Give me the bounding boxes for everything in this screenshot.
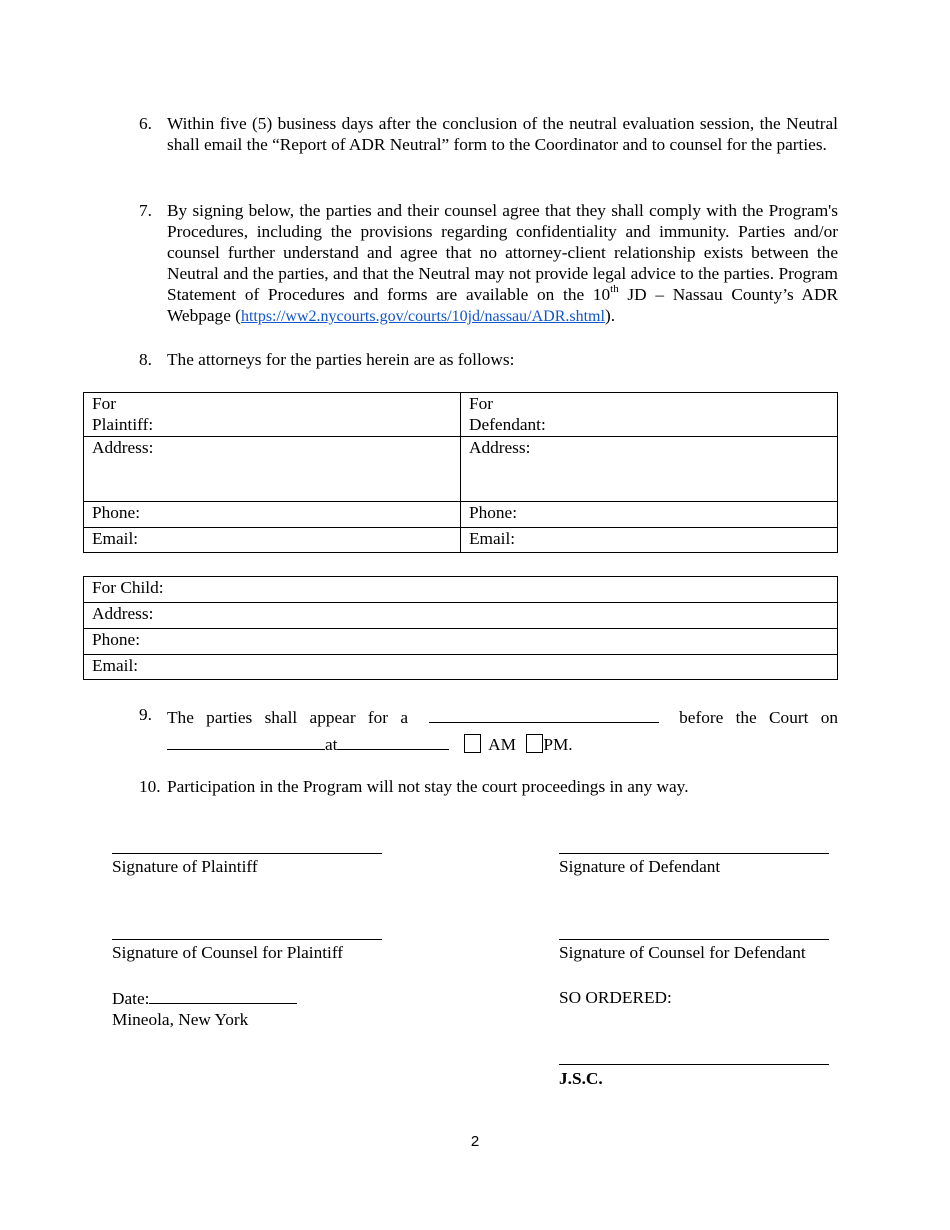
paragraph-number: 8.: [139, 350, 152, 369]
page-number: 2: [470, 1133, 480, 1150]
paragraph-9: [139, 704, 838, 755]
cell-label: For: [92, 394, 117, 413]
am-label: AM: [488, 735, 516, 754]
cell-label: Phone:: [92, 630, 141, 649]
text-segment: By signing below, the parties and their counsel agree that they shall comply with the Program's Procedures, including the provisions regarding confidentiality and immunity. Parties and/or counsel further understand and agree that no attorney-client relationship exists between the Neutral and the parties, and that the Neutral may not provide legal advice to the parties. Program Statement of Procedures and forms are available on the 10: [167, 201, 838, 304]
defendant-signature-line[interactable]: [559, 853, 829, 854]
cell-label: Phone:: [92, 503, 141, 522]
date-field: [112, 987, 297, 1009]
text-segment: JD – Nassau County’s ADR Webpage (: [167, 285, 838, 325]
cell-label: For: [469, 394, 494, 413]
text-segment: at: [325, 735, 338, 754]
defendant-email-cell[interactable]: [461, 528, 838, 553]
counsel-defendant-signature-label: Signature of Counsel for Defendant: [559, 943, 806, 962]
counsel-plaintiff-signature-line[interactable]: [112, 939, 382, 940]
text-segment: The parties shall appear for a: [167, 708, 409, 727]
cell-label: Email:: [92, 656, 139, 675]
paragraph-number: 10.: [139, 777, 161, 796]
paragraph-text: Within five (5) business days after the conclusion of the neutral evaluation session, the Neutral shall email the “Report of ADR Neutral” form to the Coordinator and to counsel for the parties.: [167, 114, 838, 154]
plaintiff-signature-label: Signature of Plaintiff: [112, 857, 258, 876]
superscript: th: [610, 283, 619, 296]
location-label: Mineola, New York: [112, 1010, 249, 1029]
counsel-plaintiff-signature-label: Signature of Counsel for Plaintiff: [112, 943, 344, 962]
text-segment: ).: [604, 306, 616, 325]
defendant-address-cell[interactable]: [461, 437, 838, 502]
date-blank[interactable]: [149, 987, 297, 1004]
plaintiff-email-cell[interactable]: [84, 528, 461, 553]
cell-label: Email:: [469, 529, 516, 548]
plaintiff-signature-line[interactable]: [112, 853, 382, 854]
pm-label: PM.: [543, 735, 573, 754]
appearance-type-blank[interactable]: [429, 704, 659, 723]
paragraph-number: 7.: [139, 201, 152, 220]
plaintiff-address-cell[interactable]: [84, 437, 461, 502]
date-label: Date:: [112, 989, 150, 1008]
paragraph-number: 6.: [139, 114, 152, 133]
so-ordered-label: SO ORDERED:: [559, 988, 672, 1007]
for-child-cell[interactable]: [84, 577, 838, 603]
paragraph-text: The attorneys for the parties herein are as follows:: [167, 350, 515, 369]
text-segment: before the Court on: [679, 708, 838, 727]
appearance-line-2: [167, 731, 838, 755]
paragraph-6: [139, 113, 838, 155]
judge-signature-line[interactable]: [559, 1064, 829, 1065]
defendant-signature-label: Signature of Defendant: [559, 857, 721, 876]
paragraph-number: 9.: [139, 705, 152, 724]
child-attorney-table: [83, 576, 838, 680]
defendant-phone-cell[interactable]: [461, 502, 838, 528]
cell-label: Phone:: [469, 503, 518, 522]
for-defendant-cell[interactable]: [461, 393, 838, 437]
attorney-table: [83, 392, 838, 553]
appearance-time-blank[interactable]: [337, 731, 449, 750]
child-phone-cell[interactable]: [84, 629, 838, 655]
paragraph-text: Participation in the Program will not stay the court proceedings in any way.: [167, 777, 689, 796]
child-address-cell[interactable]: [84, 603, 838, 629]
am-checkbox[interactable]: [464, 734, 481, 753]
cell-label: Plaintiff:: [92, 415, 154, 434]
child-email-cell[interactable]: [84, 655, 838, 680]
paragraph-8: [139, 349, 838, 370]
plaintiff-phone-cell[interactable]: [84, 502, 461, 528]
cell-label: Defendant:: [469, 415, 546, 434]
paragraph-10: [139, 776, 838, 797]
paragraph-text: [167, 200, 838, 327]
appearance-date-blank[interactable]: [167, 731, 325, 750]
jsc-label: J.S.C.: [559, 1069, 603, 1088]
cell-label: Address:: [92, 604, 154, 623]
counsel-defendant-signature-line[interactable]: [559, 939, 829, 940]
paragraph-7: [139, 200, 838, 327]
cell-label: Address:: [469, 438, 531, 457]
pm-checkbox[interactable]: [526, 734, 543, 753]
for-plaintiff-cell[interactable]: [84, 393, 461, 437]
cell-label: Email:: [92, 529, 139, 548]
cell-label: For Child:: [92, 578, 164, 597]
appearance-line-1: [167, 704, 838, 728]
adr-webpage-link[interactable]: https://ww2.nycourts.gov/courts/10jd/nassau/ADR.shtml: [240, 308, 605, 325]
cell-label: Address:: [92, 438, 154, 457]
